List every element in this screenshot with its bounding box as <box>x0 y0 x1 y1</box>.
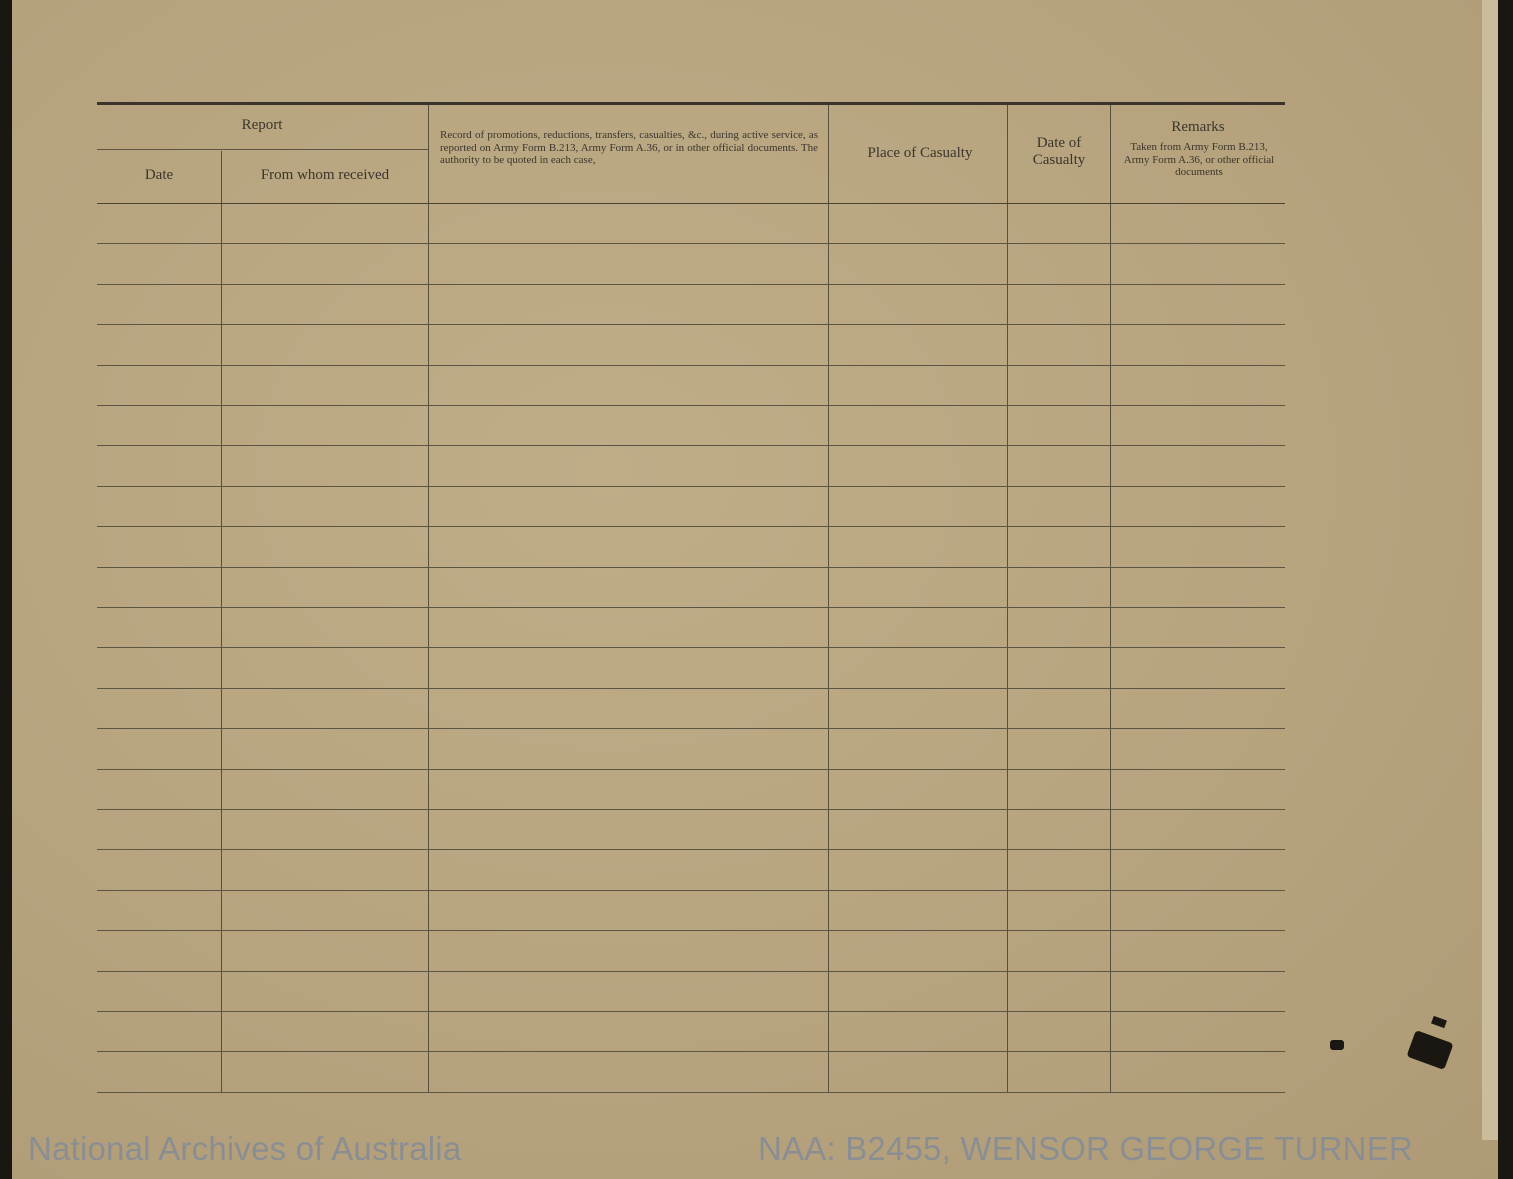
row-rule <box>97 1092 1285 1093</box>
header-date-of-casualty: Date of Casualty <box>1032 135 1086 168</box>
row-rule <box>97 445 1285 446</box>
header-place-of-casualty: Place of Casualty <box>867 145 973 161</box>
row-rule <box>97 1011 1285 1012</box>
row-rule <box>97 284 1285 285</box>
column-rule <box>1007 105 1008 1093</box>
header-report: Report <box>241 117 283 133</box>
column-rule <box>828 105 829 1093</box>
row-rule <box>97 971 1285 972</box>
page-edge <box>1482 0 1498 1140</box>
column-rule <box>1110 105 1111 1093</box>
row-rule <box>97 405 1285 406</box>
archive-watermark: National Archives of Australia <box>28 1130 462 1167</box>
row-rule <box>97 849 1285 850</box>
header-from-whom-received: From whom received <box>260 167 390 183</box>
row-rule <box>97 365 1285 366</box>
column-rule <box>221 151 222 1093</box>
header-remarks: Remarks <box>1171 119 1225 135</box>
row-rule <box>97 890 1285 891</box>
header-remarks-note: Taken from Army Form B.213, Army Form A.36, or other official documents <box>1123 141 1275 178</box>
row-rule <box>97 688 1285 689</box>
row-rule <box>97 526 1285 527</box>
report-subheader-rule <box>97 149 428 150</box>
column-rule <box>428 105 429 1093</box>
row-rule <box>97 728 1285 729</box>
row-rule <box>97 243 1285 244</box>
row-rule <box>97 930 1285 931</box>
row-rule <box>97 607 1285 608</box>
header-date: Date <box>144 167 174 183</box>
reference-watermark: NAA: B2455, WENSOR GEORGE TURNER <box>758 1130 1413 1167</box>
row-rule <box>97 1051 1285 1052</box>
row-rule <box>97 486 1285 487</box>
row-rule <box>97 809 1285 810</box>
header-record: Record of promotions, reductions, transfers, casualties, &c., during active service, as reported on Army Form B.213, Army Form A.36, or in other official documents. The authority to be quoted in each case, <box>440 129 818 166</box>
row-rule <box>97 647 1285 648</box>
paper-damage <box>1330 1040 1344 1050</box>
casualty-form-table <box>97 102 1285 1095</box>
row-rule <box>97 567 1285 568</box>
row-rule <box>97 324 1285 325</box>
row-rule <box>97 769 1285 770</box>
row-rule <box>97 203 1285 204</box>
